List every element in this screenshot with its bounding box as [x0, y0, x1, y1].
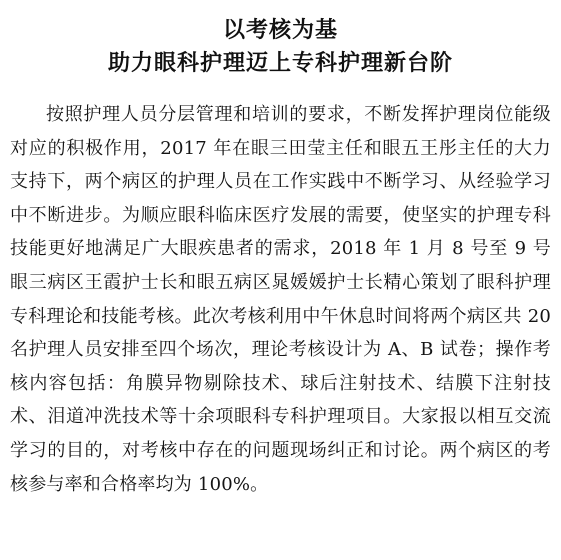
- title-line-1: 以考核为基: [222, 18, 338, 43]
- title-line-2: 助力眼科护理迈上专科护理新台阶: [107, 51, 453, 76]
- body-paragraph: 按照护理人员分层管理和培训的要求，不断发挥护理岗位能级对应的积极作用，2017 年在眼三田莹主任和眼五王彤主任的大力支持下，两个病区的护理人员在工作实践中不断学习、从经验学习中不断进步。为顺应眼科临床医疗发展的需要，使坚实的护理专科技能更好地满足广大眼疾患者的需求，2018 年 1 月 8 号至 9 号眼三病区王霞护士长和眼五病区晁媛媛护士长精心策划了眼科护理专科理论和技能考核。此次考核利用中午休息时间将两个病区共 20 名护理人员安排至四个场次，理论考核设计为 A、B 试卷；操作考核内容包括：角膜异物剔除技术、球后注射技术、结膜下注射技术、泪道冲洗技术等十余项眼科专科护理项目。大家报以相互交流学习的目的，对考核中存在的问题现场纠正和讨论。两个病区的考核参与率和合格率均为 100%。: [10, 104, 551, 495]
- document-title: [10, 14, 551, 80]
